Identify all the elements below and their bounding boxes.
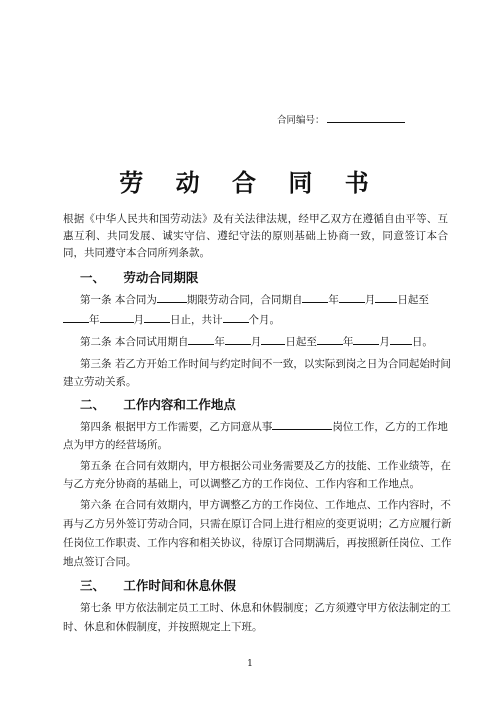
contract-number-label: 合同编号：: [277, 115, 325, 126]
clause-text: 日。: [411, 336, 433, 348]
clause-text: 年: [328, 294, 339, 306]
clause-6-line-1: 第六条 在合同有效期内，甲方调整乙方的工作岗位、工作地点、工作内容时，不: [80, 499, 451, 511]
section-heading-3: [80, 576, 236, 594]
section-title: 工作内容和工作地点: [123, 397, 236, 412]
page-number: 1: [247, 659, 253, 669]
section-heading-2: [80, 395, 236, 413]
clause-text: 年: [214, 336, 225, 348]
contract-number: [277, 112, 405, 126]
fill-blank: [353, 334, 379, 345]
fill-blank: [144, 312, 170, 323]
clause-text: 年: [342, 336, 354, 348]
section-number: 二、: [80, 397, 106, 412]
fill-blank: [63, 312, 89, 323]
fill-blank: [225, 334, 251, 345]
clause-3-line-1: 第三条 若乙方开始工作时间与约定时间不一致，以实际到岗之日为合同起始时间: [80, 358, 451, 370]
clause-text: 个月。: [248, 314, 280, 326]
preamble-paragraph: 根据《中华人民共和国劳动法》及有关法律法规，经甲乙双方在遵循自由平等、互惠互利、共同发展、诚实守信、遵纪守法的原则基础上协商一致，同意签订本合同，共同遵守本合同所列条款。: [63, 213, 448, 259]
section-number: 三、: [80, 578, 106, 593]
contract-number-blank: [327, 113, 405, 123]
fill-blank: [223, 312, 249, 323]
fill-blank: [157, 292, 187, 303]
clause-text: 期限劳动合同，合同期自: [186, 294, 303, 306]
clause-3-line-2: 建立劳动关系。: [63, 376, 137, 388]
section-title: 劳动合同期限: [123, 270, 199, 285]
clause-6-line-2: 再与乙方另外签订劳动合同，只需在原订合同上进行相应的变更说明；乙方应履行新: [63, 518, 452, 530]
clause-text: 日止，共计: [170, 314, 223, 326]
clause-text: 日起至: [285, 336, 317, 348]
clause-text: 年: [89, 314, 100, 326]
clause-text: 月: [364, 294, 376, 306]
clause-text: 第四条 根据甲方工作需要，乙方同意从事: [80, 421, 273, 433]
fill-blank: [100, 312, 134, 323]
clause-5-line-1: 第五条 在合同有效期内，甲方根据公司业务需要及乙方的技能、工作业绩等，在: [80, 460, 451, 472]
clause-5-line-2: 与乙方充分协商的基础上，可以调整乙方的工作岗位、工作内容和工作地点。: [63, 478, 420, 490]
fill-blank: [317, 334, 343, 345]
fill-blank: [302, 292, 328, 303]
fill-blank: [261, 334, 285, 345]
clause-4-line-2: 点为甲方的经营场所。: [63, 439, 168, 451]
fill-blank: [375, 292, 397, 303]
clause-7-line-2: 时、休息和休假制度，并按照规定上下班。: [63, 621, 263, 633]
clause-text: 第一条 本合同为: [80, 294, 157, 306]
clause-2: [80, 334, 433, 349]
section-title: 工作时间和休息休假: [123, 578, 236, 593]
clause-text: 月: [133, 314, 144, 326]
clause-text: 第二条 本合同试用期自: [80, 336, 189, 348]
clause-text: 月: [250, 336, 262, 348]
document-title: 劳 动 合 同 书: [119, 169, 381, 197]
section-number: 一、: [80, 270, 106, 285]
clause-1-line-1: [80, 292, 429, 307]
clause-text: 月: [379, 336, 390, 348]
fill-blank: [188, 334, 214, 345]
fill-blank: [272, 419, 332, 430]
clause-6-line-4: 地点签订合同。: [63, 556, 137, 568]
fill-blank: [390, 334, 412, 345]
clause-1-line-2: [63, 312, 280, 327]
section-heading-1: [80, 268, 198, 286]
clause-7-line-1: 第七条 甲方依法制定员工工时、休息和休假制度；乙方须遵守甲方依法制定的工: [80, 602, 451, 614]
clause-6-line-3: 任岗位工作职责、工作内容和相关协议，待原订合同期满后，再按照新任岗位、工作: [63, 537, 452, 549]
clause-4-line-1: [80, 419, 448, 434]
fill-blank: [339, 292, 365, 303]
clause-text: 日起至: [397, 294, 429, 306]
clause-text: 岗位工作，乙方的工作地: [332, 421, 448, 433]
